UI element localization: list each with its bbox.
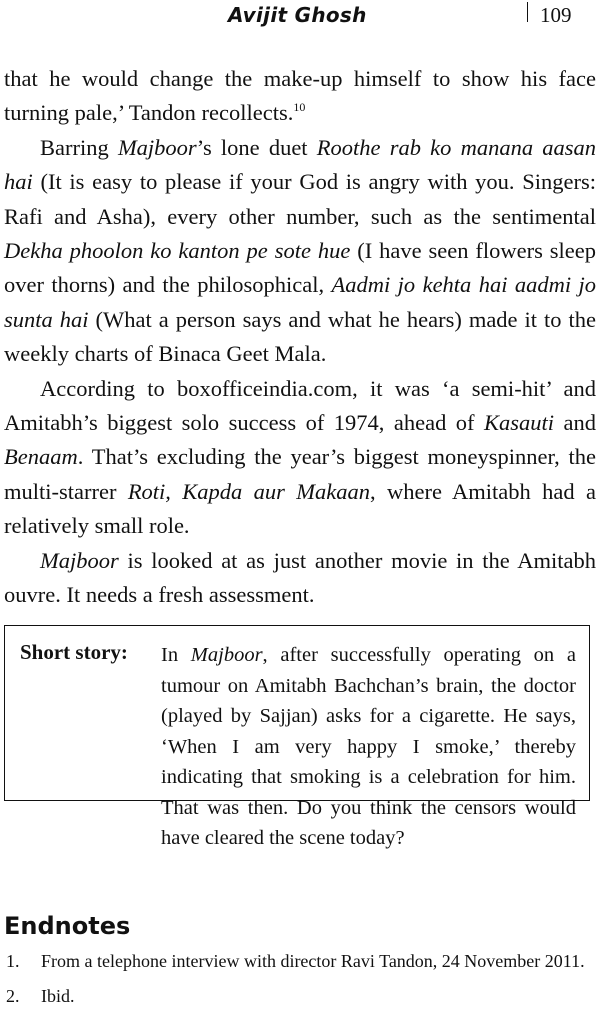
paragraph-2-s2: (It is easy to please if your God is angry with you. Singers: Rafi and Asha), every other number, such as the sentimental	[4, 169, 596, 229]
film-title-majboor: Majboor	[40, 547, 119, 573]
song-title-aadmi-jo: Aadmi jo kehta hai aadmi jo sunta hai	[4, 272, 596, 332]
paragraph-1-text: that he would change the make-up himself to show his face turning pale,’ Tandon recollects.	[4, 66, 596, 126]
endnote-text: From a telephone interview with director Ravi Tandon, 24 November 2011.	[41, 951, 585, 971]
page-number: 109	[540, 3, 572, 27]
film-title-majboor: Majboor	[190, 644, 263, 666]
short-story-box	[4, 625, 590, 849]
paragraph-3-s3: . That’s excluding the year’s biggest moneyspinner, the multi-starrer	[4, 444, 596, 504]
film-title-benaam: Benaam	[4, 444, 78, 470]
header-divider	[527, 2, 528, 22]
short-story-text	[161, 640, 576, 854]
film-title-kasauti: Kasauti	[484, 410, 555, 436]
endnote-item	[4, 983, 596, 1010]
running-head: Avijit Ghosh	[228, 3, 367, 27]
paragraph-3-s2: and	[554, 410, 596, 436]
paragraph-2-s4: (What a person says and what he hears) made it to the weekly charts of Binaca Geet Mala.	[4, 306, 597, 367]
paragraph-3-s1: According to boxofficeindia.com, it was ‘a semi-hit’ and Amitabh’s biggest solo success of 1974, ahead of	[4, 375, 596, 436]
footnote-ref-10: 10	[293, 100, 306, 115]
short-story-label: Short story:	[20, 640, 128, 664]
paragraph-1	[4, 62, 596, 131]
paragraph-2-lead: Barring	[40, 134, 118, 160]
endnote-text: Ibid.	[41, 986, 75, 1006]
short-story-body: , after successfully operating on a tumour on Amitabh Bachchan’s brain, the doctor (played by Sajjan) asks for a cigarette. He says, ‘When I am very happy I smoke,’ thereby indicating that smoking is a celebration for him. That was then. Do you think the censors would have cleared the scene today?	[161, 644, 576, 849]
paragraph-2	[4, 131, 596, 372]
paragraph-3	[4, 372, 596, 544]
paragraph-2-s1: ’s lone duet	[196, 134, 317, 160]
paragraph-4-text: is looked at as just another movie in the Amitabh ouvre. It needs a fresh assessment.	[4, 547, 596, 608]
body-text	[4, 62, 596, 613]
film-title-majboor: Majboor	[117, 134, 197, 160]
song-title-roothe-rab: Roothe rab ko manana aasan hai	[4, 134, 597, 195]
paragraph-3-s4: , where Amitabh had a relatively small role.	[4, 478, 596, 539]
endnotes-list	[4, 948, 596, 1010]
endnotes-heading: Endnotes	[4, 912, 131, 940]
paragraph-2-s3: (I have seen flowers sleep over thorns) and the philosophical,	[4, 238, 596, 298]
song-title-dekha-phoolon: Dekha phoolon ko kanton pe sote hue	[4, 238, 351, 264]
page-header	[0, 0, 600, 34]
film-title-roti-kapda: Roti, Kapda aur Makaan	[127, 478, 370, 504]
paragraph-4	[4, 544, 596, 613]
short-story-lead: In	[161, 644, 191, 666]
endnote-number: 2.	[6, 986, 20, 1006]
endnote-number: 1.	[6, 951, 20, 971]
endnote-item	[4, 948, 596, 975]
